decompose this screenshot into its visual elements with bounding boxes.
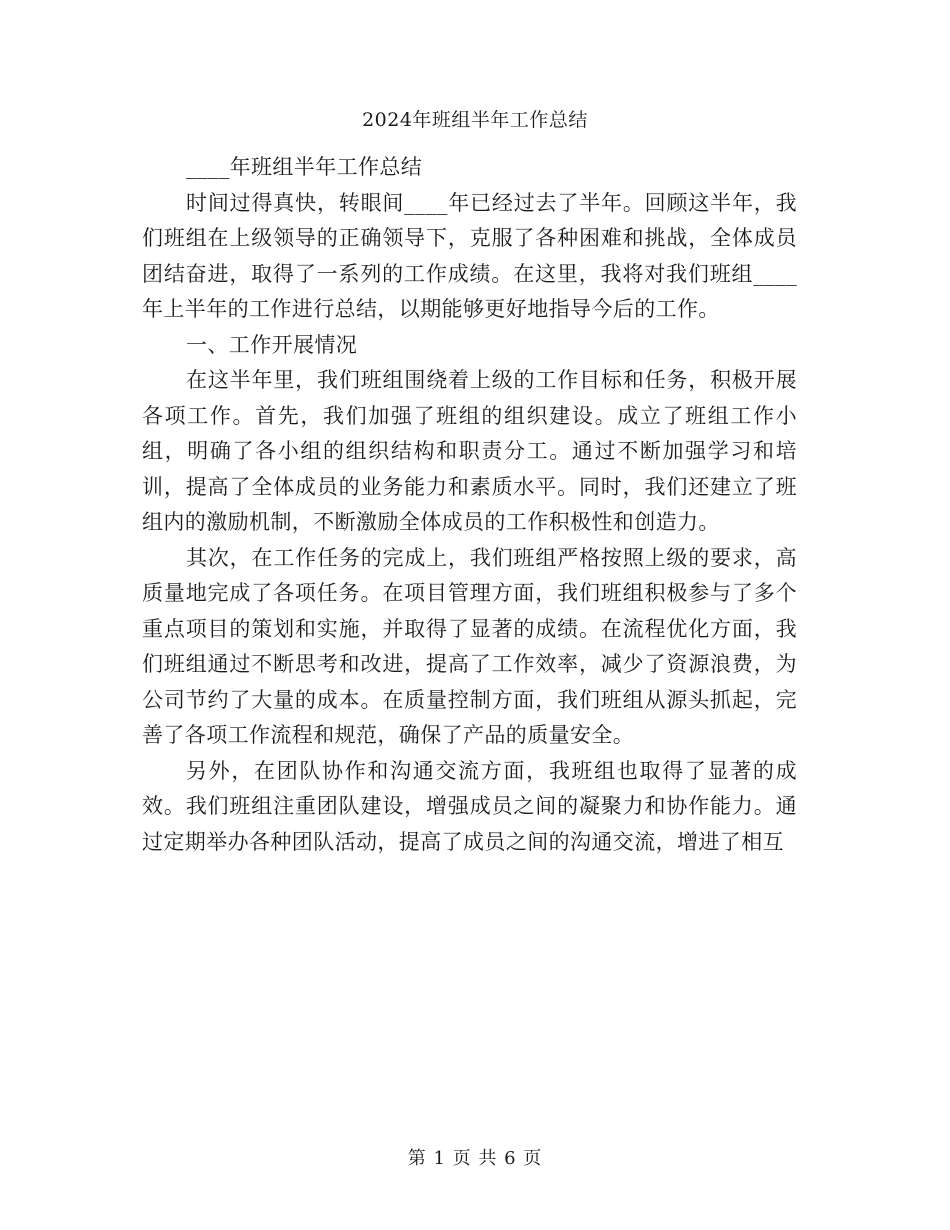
section-heading: 一、工作开展情况	[186, 332, 358, 357]
body-paragraph: 其次，在工作任务的完成上，我们班组严格按照上级的要求，高质量地完成了各项任务。在项目管理方面，我们班组积极参与了多个重点项目的策划和实施，并取得了显著的成绩。在流程优化方面，我们班组通过不断思考和改进，提高了工作效率，减少了资源浪费，为公司节约了大量的成本。在质量控制方面，我们班组从源头抓起，完善了各项工作流程和规范，确保了产品的质量安全。	[142, 545, 797, 747]
body-paragraph: 另外，在团队协作和沟通交流方面，我班组也取得了显著的成效。我们班组注重团队建设，增强成员之间的凝聚力和协作能力。通过定期举办各种团队活动，提高了成员之间的沟通交流，增进了相互	[142, 758, 797, 854]
document-body	[142, 150, 797, 860]
subtitle-paragraph: ____年班组半年工作总结	[186, 155, 423, 179]
intro-paragraph: 时间过得真快，转眼间____年已经过去了半年。回顾这半年，我们班组在上级领导的正确领导下，克服了各种困难和挑战，全体成员团结奋进，取得了一系列的工作成绩。在这里，我将对我们班组____年上半年的工作进行总结，以期能够更好地指导今后的工作。	[142, 190, 797, 321]
page-footer: 第 1 页 共 6 页	[407, 1148, 543, 1169]
body-paragraph: 在这半年里，我们班组围绕着上级的工作目标和任务，积极开展各项工作。首先，我们加强了班组的组织建设。成立了班组工作小组，明确了各小组的组织结构和职责分工。通过不断加强学习和培训，提高了全体成员的业务能力和素质水平。同时，我们还建立了班组内的激励机制，不断激励全体成员的工作积极性和创造力。	[142, 368, 797, 534]
document-title: 2024年班组半年工作总结	[362, 109, 588, 131]
